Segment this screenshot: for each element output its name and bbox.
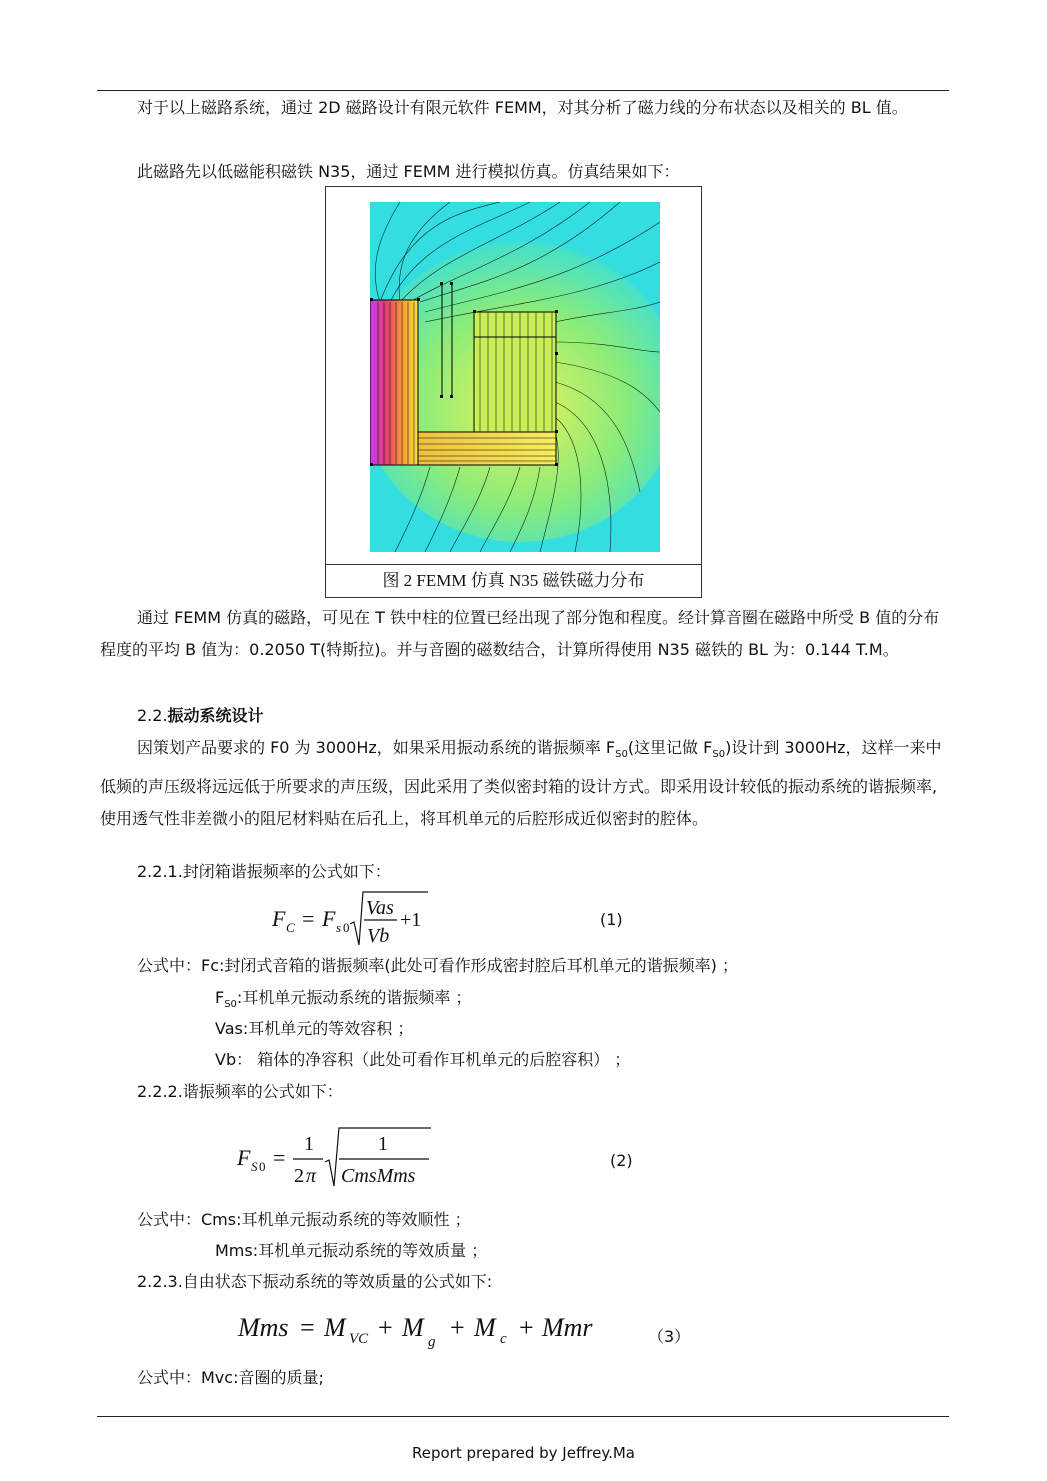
svg-text:g: g: [428, 1334, 436, 1350]
svg-text:Mms: Mms: [238, 1313, 289, 1342]
figure-caption: 图 2 FEMM 仿真 N35 磁铁磁力分布: [326, 564, 701, 597]
svg-text:Vb: Vb: [367, 925, 390, 947]
section-number: 2.2.: [137, 706, 168, 725]
svg-text:s: s: [336, 920, 342, 935]
svg-text:π: π: [306, 1165, 317, 1187]
footer-rule: [97, 1416, 949, 1417]
svg-text:+1: +1: [400, 909, 422, 931]
svg-text:F: F: [237, 1145, 251, 1170]
svg-text:F: F: [322, 906, 336, 931]
svg-text:CmsMms: CmsMms: [341, 1165, 416, 1187]
svg-text:+: +: [378, 1313, 393, 1342]
subscript: S0: [615, 749, 628, 761]
subscript: S0: [224, 999, 237, 1011]
svg-text:0: 0: [343, 920, 350, 935]
svg-text:0: 0: [259, 1159, 266, 1174]
svg-text:=: =: [300, 1313, 315, 1342]
paragraph-vibration-system: [100, 732, 952, 835]
svg-text:Mmr: Mmr: [542, 1313, 593, 1342]
svg-text:2: 2: [294, 1165, 304, 1187]
svg-text:M: M: [324, 1313, 346, 1342]
svg-text:1: 1: [304, 1133, 314, 1155]
definition-fc: 公式中：Fc:封闭式音箱的谐振频率(此处可看作形成密封腔后耳机单元的谐振频率) ；: [137, 956, 738, 975]
equation-3-number: （3）: [648, 1327, 691, 1346]
subsection-2-2-3: 2.2.3.自由状态下振动系统的等效质量的公式如下:: [137, 1272, 493, 1291]
svg-text:F: F: [272, 906, 286, 931]
text-run: :耳机单元振动系统的谐振频率 ；: [236, 988, 472, 1007]
svg-text:c: c: [500, 1331, 507, 1347]
text-run: F: [215, 988, 225, 1007]
paragraph-simulation-result: 通过 FEMM 仿真的磁路，可见在 T 铁中柱的位置已经出现了部分饱和程度。经计算音圈在磁路中所受 B 值的分布程度的平均 B 值为：0.2050 T(特斯拉)。并与音圈的磁数结合，计算所得使用 N35 磁铁的 BL 为：0.144 T.M。: [100, 608, 940, 659]
svg-text:C: C: [286, 920, 295, 935]
equation-2: [235, 1122, 435, 1192]
svg-text:+: +: [519, 1313, 534, 1342]
section-title: 振动系统设计: [167, 706, 264, 725]
svg-text:1: 1: [378, 1133, 388, 1155]
equation-1: [270, 888, 440, 950]
definition-mms: Mms:耳机单元振动系统的等效质量 ；: [215, 1241, 488, 1260]
paragraph-n35-simulation: 此磁路先以低磁能积磁铁 N35，通过 FEMM 进行模拟仿真。仿真结果如下：: [137, 162, 680, 181]
text-run: )设计到 3000Hz，这样一来中低频的声压级将远远低于所要求的声压级，因此采用了类似密封箱的设计方式。即采用设计较低的振动系统的谐振频率,使用透气性非差微小的阻尼材料贴在后孔上，将耳机单元的后腔形成近似密封的腔体。: [100, 738, 942, 829]
paragraph-femm-intro: 对于以上磁路系统，通过 2D 磁路设计有限元软件 FEMM，对其分析了磁力线的分布状态以及相关的 BL 值。: [137, 98, 908, 117]
section-heading-2-2: [137, 706, 264, 726]
svg-text:=: =: [302, 906, 315, 931]
header-rule: [97, 90, 949, 91]
subsection-2-2-1: 2.2.1.封闭箱谐振频率的公式如下：: [137, 862, 391, 881]
equation-2-number: (2): [610, 1151, 633, 1170]
svg-text:+: +: [450, 1313, 465, 1342]
subsection-2-2-2: 2.2.2.谐振频率的公式如下：: [137, 1082, 343, 1101]
femm-flux-plot: [370, 202, 660, 552]
equation-3: [236, 1308, 616, 1352]
definition-cms: 公式中：Cms:耳机单元振动系统的等效顺性 ；: [137, 1210, 471, 1229]
text-run: (这里记做 F: [627, 738, 713, 757]
footer-text: Report prepared by Jeffrey.Ma: [411, 1444, 635, 1462]
text-run: 因策划产品要求的 F0 为 3000Hz，如果采用振动系统的谐振频率 F: [137, 738, 616, 757]
svg-text:Vas: Vas: [366, 897, 394, 919]
definition-mvc: 公式中：Mvc:音圈的质量;: [137, 1368, 324, 1387]
subscript: S0: [712, 749, 726, 761]
svg-text:M: M: [402, 1313, 424, 1342]
figure-femm-simulation: [325, 186, 702, 598]
svg-text:=: =: [273, 1145, 286, 1170]
svg-text:M: M: [474, 1313, 496, 1342]
equation-1-number: (1): [600, 910, 623, 929]
svg-text:S: S: [251, 1159, 258, 1174]
definition-fs0: [215, 988, 471, 1015]
definition-vb: Vb： 箱体的净容积（此处可看作耳机单元的后腔容积） ；: [215, 1050, 631, 1069]
definition-vas: Vas:耳机单元的等效容积 ；: [215, 1019, 414, 1038]
svg-text:VC: VC: [349, 1331, 369, 1347]
